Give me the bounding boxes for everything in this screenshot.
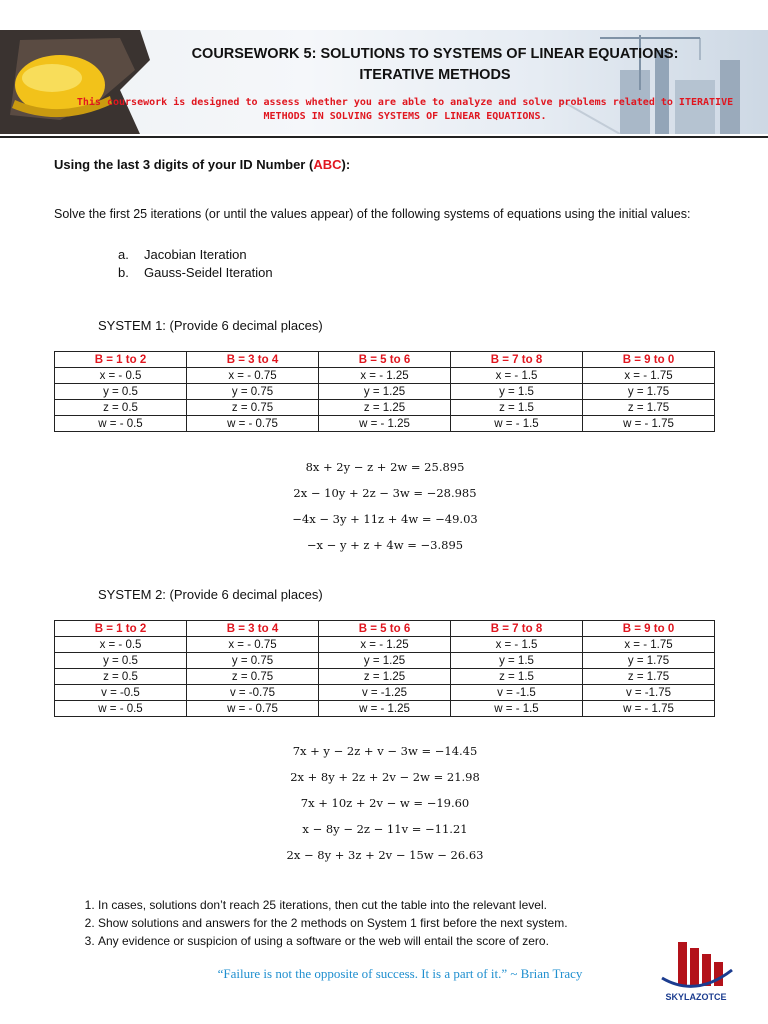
- table-cell: w = - 0.75: [187, 416, 319, 432]
- table-cell: y = 1.5: [451, 384, 583, 400]
- system2-initial-values-table: [54, 620, 715, 717]
- equation: 2x − 10y + 2z − 3w = −28.985: [293, 486, 477, 500]
- table-cell: y = 1.75: [583, 653, 715, 669]
- table-cell: x = - 0.75: [187, 368, 319, 384]
- table-header-cell: B = 1 to 2: [55, 352, 187, 368]
- table-cell: v = -1.75: [583, 685, 715, 701]
- equation: 2x + 8y + 2z + 2v − 2w = 21.98: [290, 770, 480, 784]
- system1-equations: [240, 454, 530, 558]
- method-marker: a.: [118, 247, 129, 262]
- description-line2: METHODS IN SOLVING SYSTEMS OF LINEAR EQUATIONS.: [263, 111, 547, 122]
- equation: 8x + 2y − z + 2w = 25.895: [305, 460, 465, 474]
- table-cell: v = -0.75: [187, 685, 319, 701]
- coursework-title-line2: ITERATIVE METHODS: [359, 67, 511, 83]
- table-cell: y = 1.75: [583, 384, 715, 400]
- id-number-instruction: [54, 157, 350, 172]
- equation: −4x − 3y + 11z + 4w = −49.03: [292, 512, 478, 526]
- table-row: [55, 669, 715, 685]
- table-row: [55, 400, 715, 416]
- school-logo-icon: [656, 938, 736, 1008]
- table-cell: v = -0.5: [55, 685, 187, 701]
- table-header-cell: B = 3 to 4: [187, 352, 319, 368]
- table-cell: w = - 1.75: [583, 701, 715, 717]
- table-cell: v = -1.25: [319, 685, 451, 701]
- table-cell: w = - 1.25: [319, 416, 451, 432]
- system2-title: SYSTEM 2: (Provide 6 decimal places): [98, 587, 323, 602]
- table-header-cell: B = 3 to 4: [187, 621, 319, 637]
- table-cell: x = - 1.25: [319, 368, 451, 384]
- methods-list: [118, 246, 273, 282]
- table-cell: z = 0.75: [187, 400, 319, 416]
- table-cell: x = - 1.75: [583, 637, 715, 653]
- equation: 2x − 8y + 3z + 2v − 15w − 26.63: [286, 848, 484, 862]
- table-cell: x = - 0.5: [55, 637, 187, 653]
- note-item: 2. Show solutions and answers for the 2 methods on System 1 first before the next system.: [98, 914, 568, 932]
- equation: −x − y + z + 4w = −3.895: [306, 538, 464, 552]
- table-cell: w = - 1.75: [583, 416, 715, 432]
- table-cell: w = - 0.75: [187, 701, 319, 717]
- table-cell: y = 1.25: [319, 653, 451, 669]
- equation: 7x + 10z + 2v − w = −19.60: [300, 796, 470, 810]
- system1-initial-values-table: [54, 351, 715, 432]
- table-row: [55, 416, 715, 432]
- method-label: Jacobian Iteration: [144, 247, 247, 262]
- table-header-cell: B = 7 to 8: [451, 352, 583, 368]
- system1-title: SYSTEM 1: (Provide 6 decimal places): [98, 318, 323, 333]
- table-cell: y = 0.75: [187, 384, 319, 400]
- table-cell: w = - 0.5: [55, 701, 187, 717]
- table-cell: z = 1.25: [319, 400, 451, 416]
- table-row: [55, 685, 715, 701]
- table-cell: z = 1.5: [451, 400, 583, 416]
- notes-list: [76, 896, 568, 950]
- motivational-quote: “Failure is not the opposite of success. It is a part of it.” ~ Brian Tracy: [217, 966, 583, 981]
- table-header-cell: B = 9 to 0: [583, 352, 715, 368]
- table-cell: z = 0.5: [55, 400, 187, 416]
- table-row: [55, 637, 715, 653]
- table-cell: y = 1.5: [451, 653, 583, 669]
- table-cell: x = - 1.75: [583, 368, 715, 384]
- note-item: 1. In cases, solutions don’t reach 25 iterations, then cut the table into the relevant level.: [98, 896, 568, 914]
- table-cell: z = 1.25: [319, 669, 451, 685]
- table-cell: v = -1.5: [451, 685, 583, 701]
- table-cell: z = 1.75: [583, 669, 715, 685]
- table-cell: x = - 0.75: [187, 637, 319, 653]
- method-label: Gauss-Seidel Iteration: [144, 265, 273, 280]
- table-cell: w = - 1.5: [451, 701, 583, 717]
- table-cell: w = - 0.5: [55, 416, 187, 432]
- table-header-cell: B = 5 to 6: [319, 621, 451, 637]
- equation: 7x + y − 2z + v − 3w = −14.45: [292, 744, 478, 758]
- table-cell: z = 1.75: [583, 400, 715, 416]
- table-row: [55, 368, 715, 384]
- method-marker: b.: [118, 265, 129, 280]
- id-abc: ABC: [313, 157, 342, 172]
- table-cell: y = 1.25: [319, 384, 451, 400]
- table-cell: x = - 1.25: [319, 637, 451, 653]
- coursework-title-line1: COURSEWORK 5: SOLUTIONS TO SYSTEMS OF LINEAR EQUATIONS:: [191, 46, 679, 62]
- table-header-row: [55, 352, 715, 368]
- description-line1: This coursework is designed to assess whether you are able to analyze and solve problems related to ITERATIVE: [76, 97, 734, 108]
- table-cell: x = - 0.5: [55, 368, 187, 384]
- table-header-row: [55, 621, 715, 637]
- table-row: [55, 701, 715, 717]
- method-item: [118, 264, 273, 282]
- header-banner: [0, 30, 768, 134]
- table-cell: x = - 1.5: [451, 368, 583, 384]
- table-header-cell: B = 9 to 0: [583, 621, 715, 637]
- coursework-description: [60, 96, 750, 124]
- header-divider: [0, 136, 768, 138]
- note-item: 3. Any evidence or suspicion of using a software or the web will entail the score of zero.: [98, 932, 568, 950]
- instructions-text: Solve the first 25 iterations (or until the values appear) of the following systems of equations using the initial values:: [54, 207, 691, 221]
- table-cell: x = - 1.5: [451, 637, 583, 653]
- system2-equations: [240, 738, 530, 868]
- table-header-cell: B = 7 to 8: [451, 621, 583, 637]
- table-cell: w = - 1.25: [319, 701, 451, 717]
- table-header-cell: B = 5 to 6: [319, 352, 451, 368]
- table-cell: z = 1.5: [451, 669, 583, 685]
- table-cell: z = 0.75: [187, 669, 319, 685]
- table-cell: y = 0.75: [187, 653, 319, 669]
- table-cell: y = 0.5: [55, 384, 187, 400]
- table-cell: w = - 1.5: [451, 416, 583, 432]
- table-header-cell: B = 1 to 2: [55, 621, 187, 637]
- table-row: [55, 384, 715, 400]
- table-cell: z = 0.5: [55, 669, 187, 685]
- table-cell: y = 0.5: [55, 653, 187, 669]
- svg-text:SKYLAZOTCE: SKYLAZOTCE: [665, 992, 727, 1002]
- id-prefix: Using the last 3 digits of your ID Number (: [54, 157, 314, 172]
- equation: x − 8y − 2z − 11v = −11.21: [302, 822, 468, 836]
- method-item: [118, 246, 273, 264]
- table-row: [55, 653, 715, 669]
- id-suffix: ):: [341, 157, 351, 172]
